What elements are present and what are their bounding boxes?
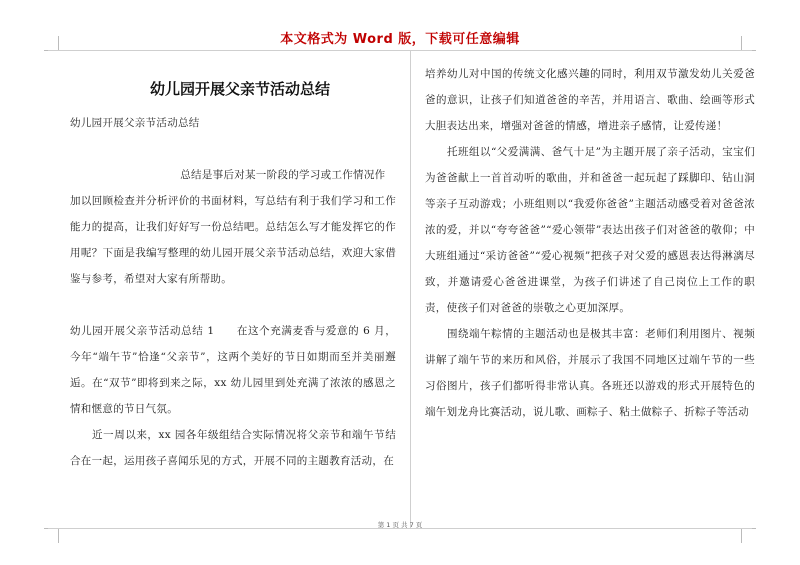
section-1-paragraph: 幼儿园开展父亲节活动总结 1 在这个充满麦香与爱意的 6 月，今年“端午节”恰逢“父亲节”，这两个美好的节日如期而至并美丽邂逅。在“双节”即将到来之际，xx 幼儿园里到处充满了浓浓的感恩之情和惬意的节日气氛。 [70,325,396,415]
left-column [70,110,396,474]
right-paragraph-3: 围绕端午粽情的主题活动也是极其丰富：老师们利用图片、视频讲解了端午节的来历和风俗，并展示了我国不同地区过端午节的一些习俗图片，孩子们都听得非常认真。各班还以游戏的形式开展特色的端午划龙舟比赛活动，说儿歌、画粽子、粘土做粽子、折粽子等活动 [425,328,755,418]
spacer [70,292,396,318]
intro-paragraph: 加以回顾检查并分析评价的书面材料，写总结有利于我们学习和工作能力的提高，让我们好好写一份总结吧。总结怎么写才能发挥它的作用呢？下面是我编写整理的幼儿园开展父亲节活动总结，欢迎大家借鉴与参考，希望对大家有所帮助。 [70,195,396,285]
right-paragraph-2: 托班组以“父爱满满、爸气十足”为主题开展了亲子活动，宝宝们为爸爸献上一首首动听的歌曲，并和爸爸一起玩起了踩脚印、钻山洞等亲子互动游戏；小班组则以“我爱你爸爸”主题活动感受着对爸爸浓浓的爱，并以“夸夸爸爸”“爱心领带”表达出孩子们对爸爸的敬仰；中大班组通过“采访爸爸”“爱心视频”把孩子对父爱的感恩表达得淋漓尽致，并邀请爱心爸爸进课堂，为孩子们讲述了自己岗位上工作的职责，使孩子们对爸爸的崇敬之心更加深厚。 [425,146,755,314]
right-column [425,61,755,425]
spacer [70,136,396,162]
paragraph-2: 近一周以来，xx 园各年级组结合实际情况将父亲节和端午节结合在一起，运用孩子喜闻乐见的方式，开展不同的主题教育活动，在 [70,429,396,467]
page-number: 第 1 页 共 7 页 [377,521,423,529]
column-divider [410,50,411,528]
right-paragraph-1: 培养幼儿对中国的传统文化感兴趣的同时，利用双节激发幼儿关爱爸爸的意识，让孩子们知道爸爸的辛苦，并用语言、歌曲、绘画等形式大胆表达出来，增强对爸爸的情感，增进亲子感情，让爱传递！ [425,68,755,132]
document-title: 幼儿园开展父亲节活动总结 [149,80,330,98]
intro-first-line: 总结是事后对某一阶段的学习或工作情况作 [180,169,386,181]
download-banner: 本文格式为 Word 版，下载可任意编辑 [280,32,520,47]
crop-mark-bottom-right [741,528,756,543]
crop-mark-bottom-left [44,528,59,543]
section-subtitle: 幼儿园开展父亲节活动总结 [70,117,200,129]
header-rule [48,50,752,51]
